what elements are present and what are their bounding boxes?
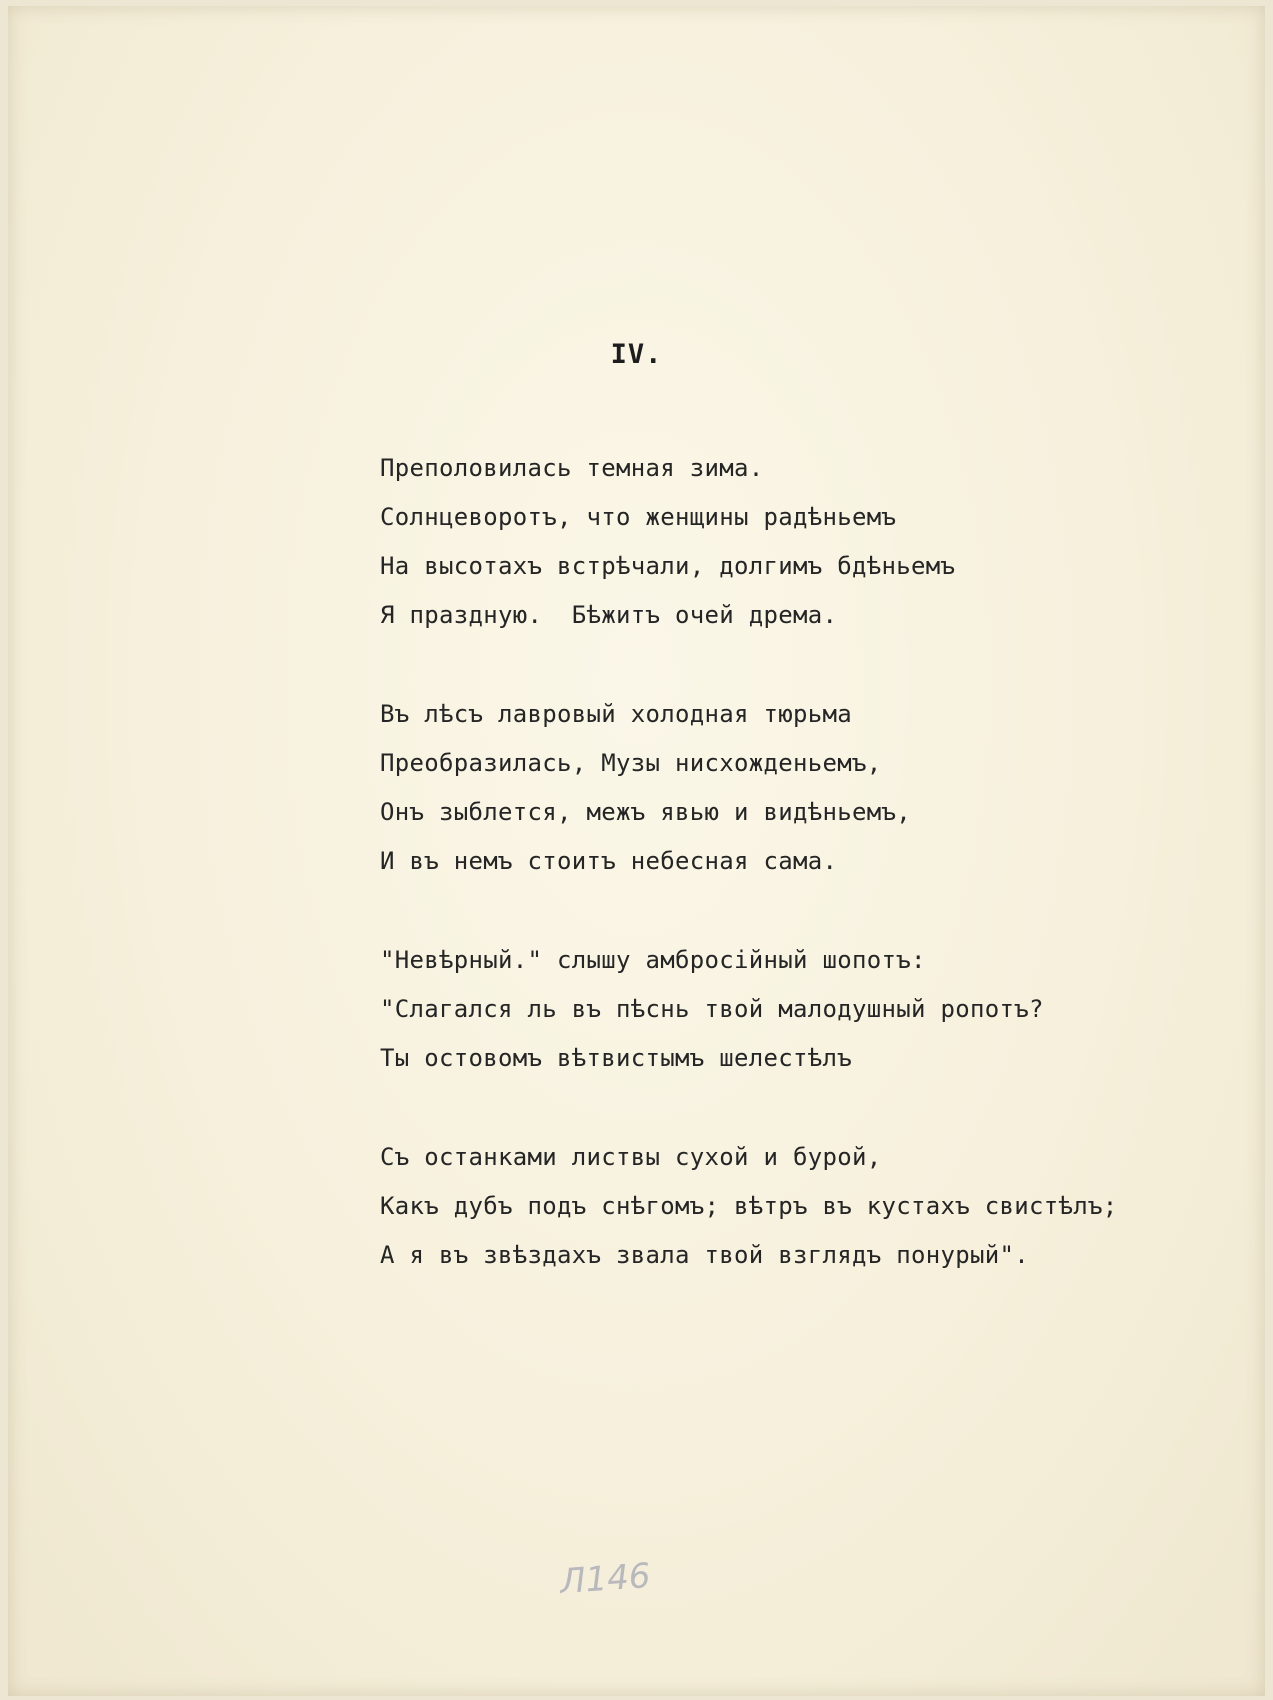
poem-line: Солнцеворотъ, что женщины радѣньемъ (380, 503, 897, 531)
stanza-1 (380, 444, 1260, 640)
typescript-page (8, 6, 1265, 1696)
section-heading: IV. (610, 339, 663, 370)
archive-number: Л146 (558, 1555, 652, 1603)
poem-line: Ты остовомъ вѣтвистымъ шелестѣлъ (380, 1044, 852, 1072)
poem-line: "Слагался ль въ пѣснь твой малодушный ропотъ? (380, 995, 1044, 1023)
poem-line: Какъ дубъ подъ снѣгомъ; вѣтръ въ кустахъ свистѣлъ; (380, 1192, 1118, 1220)
poem-line: И въ немъ стоитъ небесная сама. (380, 847, 838, 875)
poem-line: Въ лѣсъ лавровый холодная тюрьма (380, 700, 852, 728)
stanza-2 (380, 690, 1260, 886)
stanza-3 (380, 936, 1260, 1083)
poem-line: Я праздную. Бѣжитъ очей дрема. (380, 601, 838, 629)
stanza-4 (380, 1133, 1260, 1280)
poem-line: Съ останками листвы сухой и бурой, (380, 1143, 882, 1171)
poem-line: "Невѣрный." слышу амбросiйный шопотъ: (380, 946, 926, 974)
poem-line: Преполовилась темная зима. (380, 454, 764, 482)
poem-line: Онъ зыблется, межъ явью и видѣньемъ, (380, 798, 911, 826)
poem-line: Преобразилась, Музы нисхожденьемъ, (380, 749, 882, 777)
poem (380, 444, 1260, 1330)
poem-line: На высотахъ встрѣчали, долгимъ бдѣньемъ (380, 552, 956, 580)
poem-line: А я въ звѣздахъ звала твой взглядъ понурый". (380, 1241, 1029, 1269)
